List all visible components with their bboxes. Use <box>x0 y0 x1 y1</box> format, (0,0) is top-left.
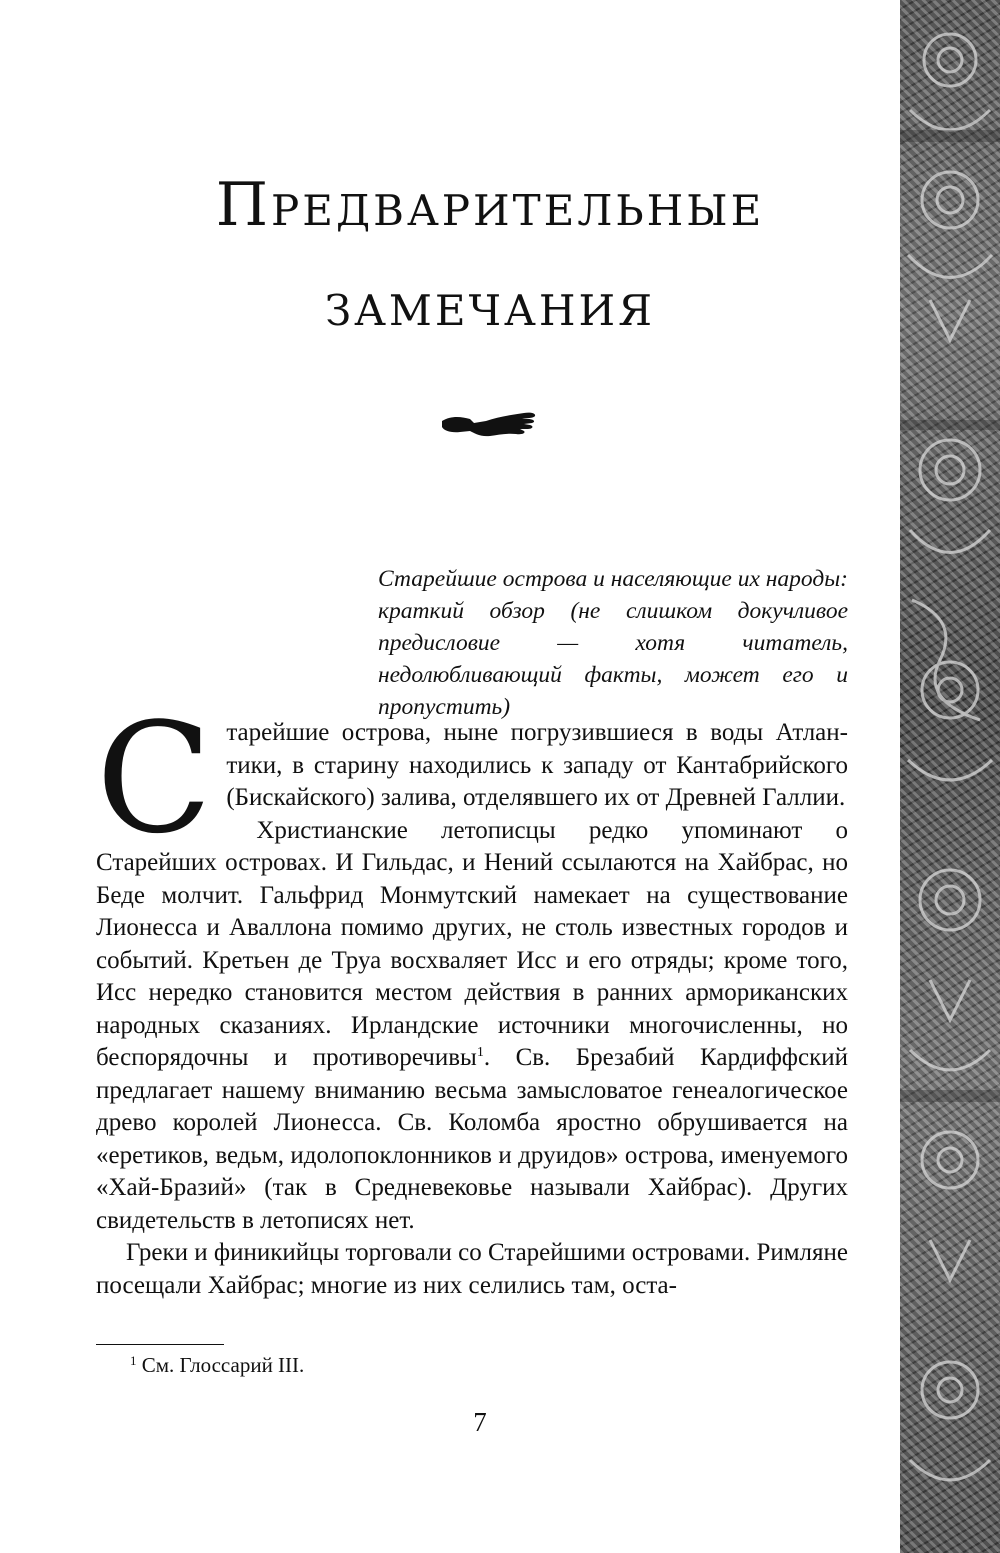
frieze-pattern-icon <box>900 0 1000 1553</box>
paragraph-1-text: тарейшие острова, ныне погрузившиеся в воды Атлантики, в старину находились к западу от Кантабрийского (Бискайского) залива, отделявшего их от Древней Галлии. <box>226 719 848 811</box>
chapter-title-line-2: замечания <box>324 270 656 340</box>
paragraph-2-text-a: Христианские летописцы редко упоминают о Старейших островах. И Гильдас, и Нений ссылаются на Хайбрас, но Беде молчит. Гальфрид Монмутский намекает на существование Лионесса и Аваллона помимо других, не столь известных городов и событий. Кретьен де Труа восхваляет Исс и его отряды; кроме того, Исс нередко становится местом действия в ранних армориканских народных сказаниях. Ирландские источники многочисленны, но беспорядочны и противоречивы <box>96 816 848 1071</box>
paragraph-2 <box>96 815 848 1238</box>
ornamental-frieze-strip <box>900 0 1000 1553</box>
footnote-text: См. Глоссарий III. <box>136 1353 305 1377</box>
body-text <box>96 690 849 1302</box>
paragraph-3-text: Греки и финикийцы торговали со Старейшими островами. Римляне посещали Хайбрас; многие из них селились там, оста- <box>96 1239 849 1299</box>
paragraph-1 <box>96 690 848 867</box>
hand-ornament-icon <box>440 405 540 445</box>
footnote <box>130 1351 304 1379</box>
footnote-reference[interactable]: 1 <box>476 1045 484 1060</box>
footnote-mark: 1 <box>130 1353 137 1368</box>
chapter-title-line-1: Предварительные <box>215 170 765 240</box>
paragraph-2-text-b: . Св. Брезабий Кардиффский предлагает нашему вниманию весьма замысловатое генеалогическое древо королей Лионесса. Св. Коломба яростно обрушивается на «еретиков, ведьм, идолопоклонников и друидов» острова, именуемого «Хай-Бразий» (так в Средневековье называли Хайбрас). Других свидетельств в летописях нет. <box>96 1044 848 1234</box>
chapter-title <box>100 155 880 355</box>
epigraph: Старейшие острова и населяющие их народы: краткий обзор (не слишком докучливое предисловие — хотя читатель, недолюбливающий факты, может его и пропустить) <box>378 566 848 720</box>
drop-cap: С <box>96 690 213 867</box>
footnote-divider <box>96 1344 224 1345</box>
paragraph-3 <box>96 1237 848 1302</box>
page-number: 7 <box>473 1407 487 1437</box>
